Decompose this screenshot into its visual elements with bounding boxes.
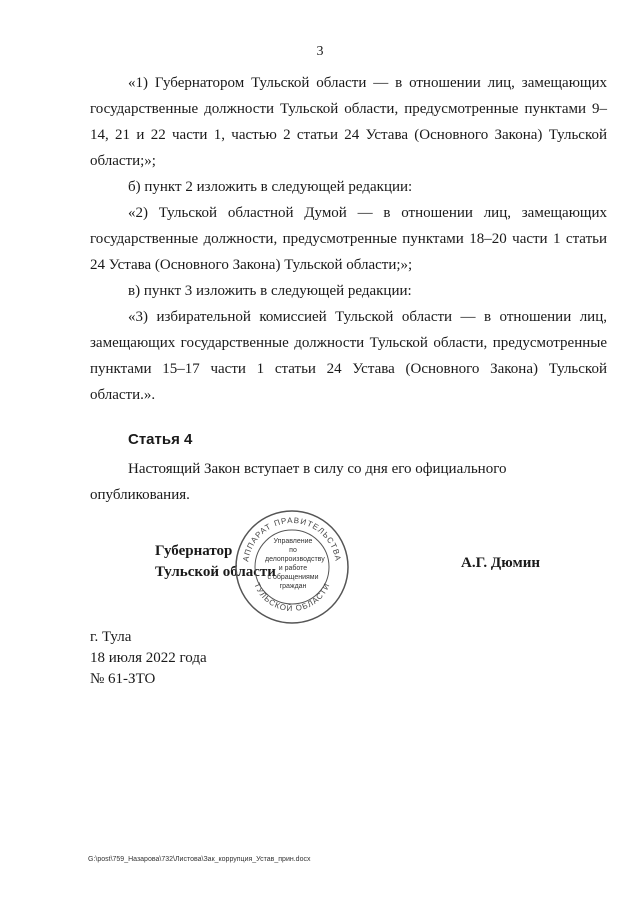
stamp-inner-line: граждан bbox=[279, 583, 307, 590]
issue-date: 18 июля 2022 года bbox=[90, 650, 207, 666]
paragraph-item-3: «3) избирательной комиссией Тульской области — в отношении лиц, замещающих государственные должности Тульской области, предусмотренные пунктами 15–17 части 1 статьи 24 Устава (Основного Закона) Тульской области.». bbox=[90, 309, 607, 403]
official-stamp bbox=[232, 507, 352, 627]
article-text: Настоящий Закон вступает в силу со дня его официального опубликования. bbox=[90, 461, 507, 503]
stamp-inner-line: по делопроизводству bbox=[265, 547, 325, 563]
issue-details bbox=[90, 627, 207, 690]
article-title: Статья 4 bbox=[128, 431, 193, 448]
paragraph-item-1: «1) Губернатором Тульской области — в отношении лиц, замещающих государственные должности Тульской области, предусмотренные пунктами 9–14, 21 и 22 части 1, частью 2 статьи 24 Устава (Основного Закона) Тульской области;»; bbox=[90, 75, 607, 169]
position-line-2: Тульской области bbox=[155, 564, 276, 580]
stamp-ring-top: АППАРАТ ПРАВИТЕЛЬСТВА bbox=[241, 515, 343, 563]
stamp-inner-line: и работе bbox=[278, 565, 308, 572]
position-line-1: Губернатор bbox=[155, 543, 233, 559]
paragraph-item-2: «2) Тульской областной Думой — в отношении лиц, замещающих государственные должности, предусмотренные пунктами 18–20 части 1 статьи 24 Устава (Основного Закона) Тульской области;»; bbox=[90, 205, 607, 273]
file-path-footer: G:\post\759_Назарова\732\Листова\Зак_коррупция_Устав_прин.docx bbox=[88, 856, 311, 863]
stamp-ring-bottom: ТУЛЬСКОЙ ОБЛАСТИ bbox=[252, 581, 332, 614]
paragraph-item-b: б) пункт 2 изложить в следующей редакции: bbox=[128, 179, 413, 195]
paragraph-item-v: в) пункт 3 изложить в следующей редакции: bbox=[128, 283, 412, 299]
issue-city: г. Тула bbox=[90, 629, 132, 645]
stamp-inner-line: Управление bbox=[273, 538, 313, 545]
stamp-inner-line: с обращениями bbox=[267, 574, 319, 581]
law-number: № 61-ЗТО bbox=[90, 671, 156, 687]
stamp-inner-text bbox=[265, 537, 325, 591]
signatory-name: А.Г. Дюмин bbox=[461, 555, 541, 571]
page-number: 3 bbox=[316, 44, 324, 59]
